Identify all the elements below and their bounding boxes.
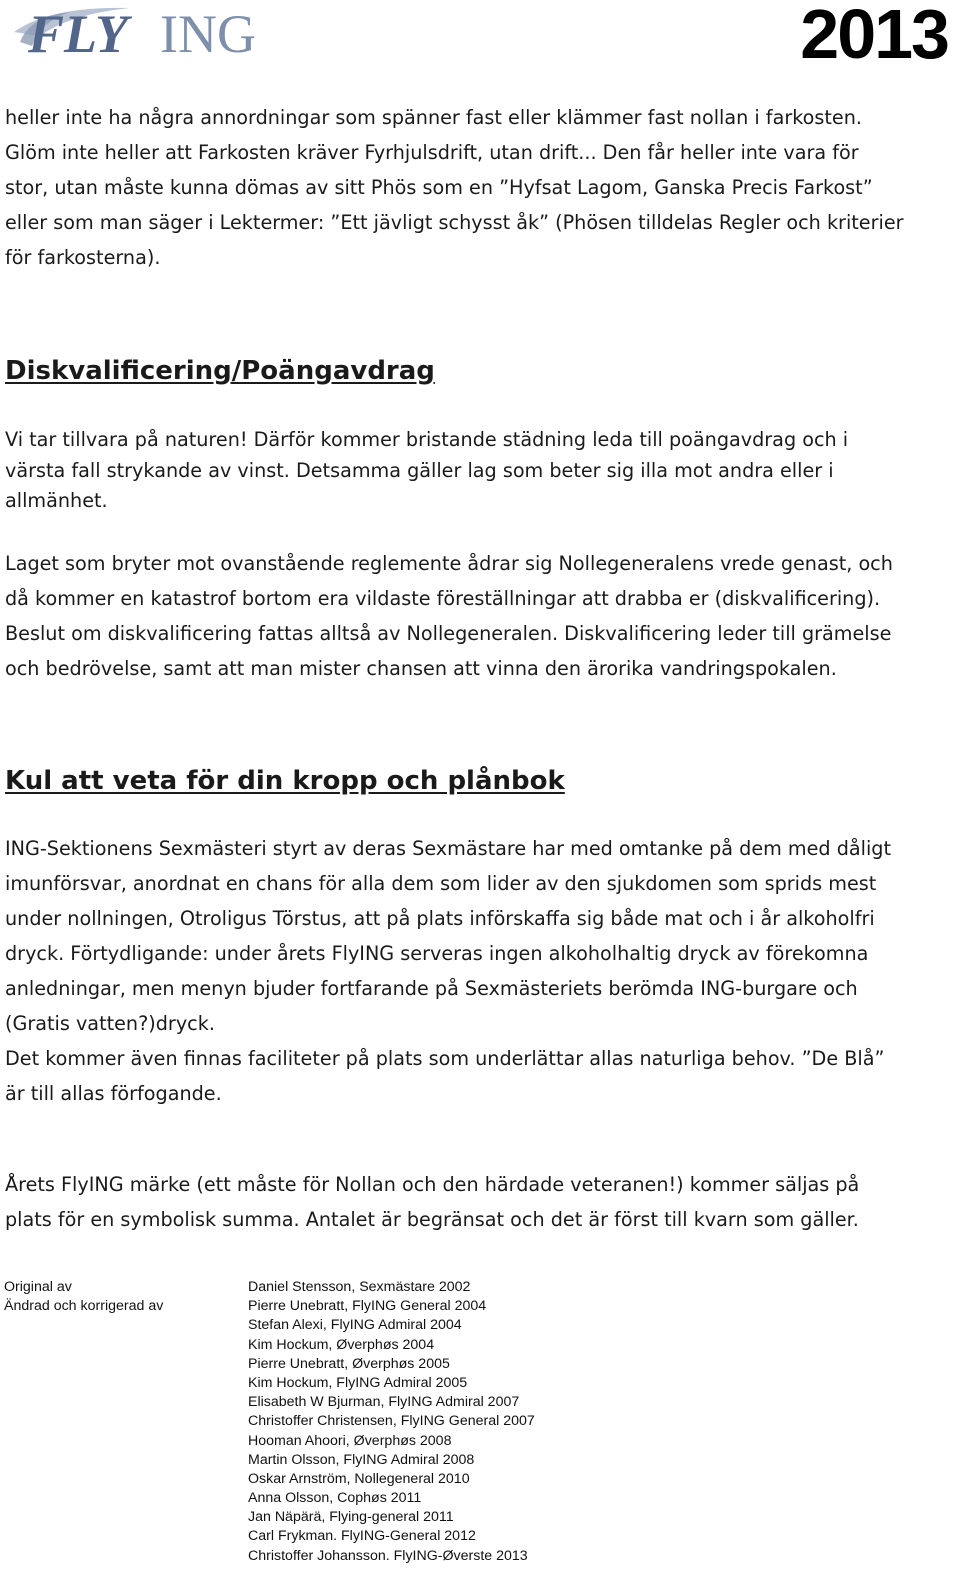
text-line: (Gratis vatten?)dryck. — [5, 1012, 215, 1035]
text-line: värsta fall strykande av vinst. Detsamma gäller lag som beter sig illa mot andra eller i — [5, 458, 834, 482]
credit-row — [4, 1297, 604, 1316]
text-line: Glöm inte heller att Farkosten kräver Fyrhjulsdrift, utan drift... Den får heller inte vara för — [5, 141, 859, 164]
disqualification-paragraph-1 — [5, 425, 950, 517]
credit-edited-label: Ändrad och korrigerad av — [4, 1298, 164, 1315]
credit-name: Pierre Unebratt, FlyING General 2004 — [248, 1298, 487, 1315]
text-line: Beslut om diskvalificering fattas alltså av Nollegeneralen. Diskvalificering leder till grämelse — [5, 622, 892, 645]
health-paragraph-2 — [5, 1167, 950, 1237]
svg-text:FLY: FLY — [28, 4, 128, 64]
credit-row — [4, 1527, 604, 1546]
credit-row — [4, 1336, 604, 1355]
text-line: då kommer en katastrof bortom era vildaste föreställningar att drabba er (diskvalificering). — [5, 587, 881, 610]
text-line: imunförsvar, anordnat en chans för alla dem som lider av den sjukdomen som sprids mest — [5, 872, 877, 895]
credit-name: Daniel Stensson, Sexmästare 2002 — [248, 1279, 471, 1295]
text-line: och bedrövelse, samt att man mister chansen att vinna den ärorika vandringspokalen. — [5, 657, 837, 680]
credit-name: Kim Hockum, Øverphøs 2004 — [248, 1336, 435, 1353]
credit-name: Carl Frykman. FlyING-General 2012 — [248, 1528, 476, 1545]
page-header — [0, 0, 960, 80]
credit-row — [4, 1316, 604, 1335]
health-paragraph-1 — [5, 831, 950, 1111]
text-line: Det kommer även finnas faciliteter på plats som underlättar allas naturliga behov. ”De Blå” — [5, 1047, 885, 1070]
text-line: allmänhet. — [5, 489, 108, 512]
heading-health: Kul att veta för din kropp och plånbok — [5, 766, 565, 796]
disqualification-paragraph-2 — [5, 546, 950, 686]
text-line: eller som man säger i Lektermer: ”Ett jävligt schysst åk” (Phösen tilldelas Regler och kriterier — [5, 211, 904, 234]
credit-name: Christoffer Johansson. FlyING-Øverste 2013 — [248, 1547, 528, 1564]
text-line: stor, utan måste kunna dömas av sitt Phös som en ”Hyfsat Lagom, Ganska Precis Farkost” — [5, 176, 873, 199]
credit-name: Kim Hockum, FlyING Admiral 2005 — [248, 1374, 468, 1391]
text-line: för farkosterna). — [5, 246, 161, 269]
credit-name: Elisabeth W Bjurman, FlyING Admiral 2007 — [248, 1394, 520, 1411]
credit-name: Pierre Unebratt, Øverphøs 2005 — [248, 1355, 450, 1372]
credit-row — [4, 1412, 604, 1431]
credit-name: Oskar Arnström, Nollegeneral 2010 — [248, 1470, 470, 1487]
credit-row — [4, 1374, 604, 1393]
credit-name: Anna Olsson, Cophøs 2011 — [248, 1490, 422, 1507]
credit-name: Jan Näpärä, Flying-general 2011 — [248, 1509, 454, 1526]
credit-name: Martin Olsson, FlyING Admiral 2008 — [248, 1451, 475, 1468]
credit-row — [4, 1393, 604, 1412]
credit-row — [4, 1355, 604, 1374]
svg-text:ING: ING — [160, 4, 256, 64]
credit-row — [4, 1451, 604, 1470]
text-line: heller inte ha några annordningar som spänner fast eller klämmer fast nollan i farkosten. — [5, 106, 862, 129]
credit-name: Stefan Alexi, FlyING Admiral 2004 — [248, 1317, 462, 1334]
text-line: plats för en symbolisk summa. Antalet är begränsat och det är först till kvarn som gäller. — [5, 1208, 859, 1231]
text-line: Laget som bryter mot ovanstående reglemente ådrar sig Nollegeneralens vrede genast, och — [5, 552, 893, 575]
text-line: anledningar, men menyn bjuder fortfarande på Sexmästeriets berömda ING-burgare och — [5, 977, 858, 1000]
credit-name: Christoffer Christensen, FlyING General 2007 — [248, 1413, 535, 1430]
text-line: ING-Sektionens Sexmästeri styrt av deras Sexmästare har med omtanke på dem med dåligt — [5, 837, 892, 860]
text-line: Årets FlyING märke (ett måste för Nollan och den härdade veteranen!) kommer säljas på — [5, 1173, 860, 1196]
credit-row — [4, 1432, 604, 1451]
text-line: dryck. Förtydligande: under årets FlyING serveras ingen alkoholhaltig dryck av förekomna — [5, 942, 869, 965]
credit-name: Hooman Ahoori, Øverphøs 2008 — [248, 1432, 452, 1449]
credit-row — [4, 1489, 604, 1508]
text-line: Vi tar tillvara på naturen! Därför kommer bristande städning leda till poängavdrag och i — [5, 428, 849, 451]
credit-row — [4, 1278, 604, 1297]
text-line: är till allas förfogande. — [5, 1082, 222, 1105]
credit-row — [4, 1470, 604, 1489]
credits — [4, 1278, 604, 1566]
intro-paragraph — [5, 100, 950, 275]
year-label: 2013 — [800, 0, 948, 73]
credit-row — [4, 1547, 604, 1566]
heading-disqualification: Diskvalificering/Poängavdrag — [5, 356, 435, 386]
flying-logo — [10, 2, 290, 64]
credit-original-label: Original av — [4, 1279, 72, 1295]
text-line: under nollningen, Otroligus Törstus, att på plats införskaffa sig både mat och i år alkoholfri — [5, 907, 875, 930]
credit-row — [4, 1508, 604, 1527]
